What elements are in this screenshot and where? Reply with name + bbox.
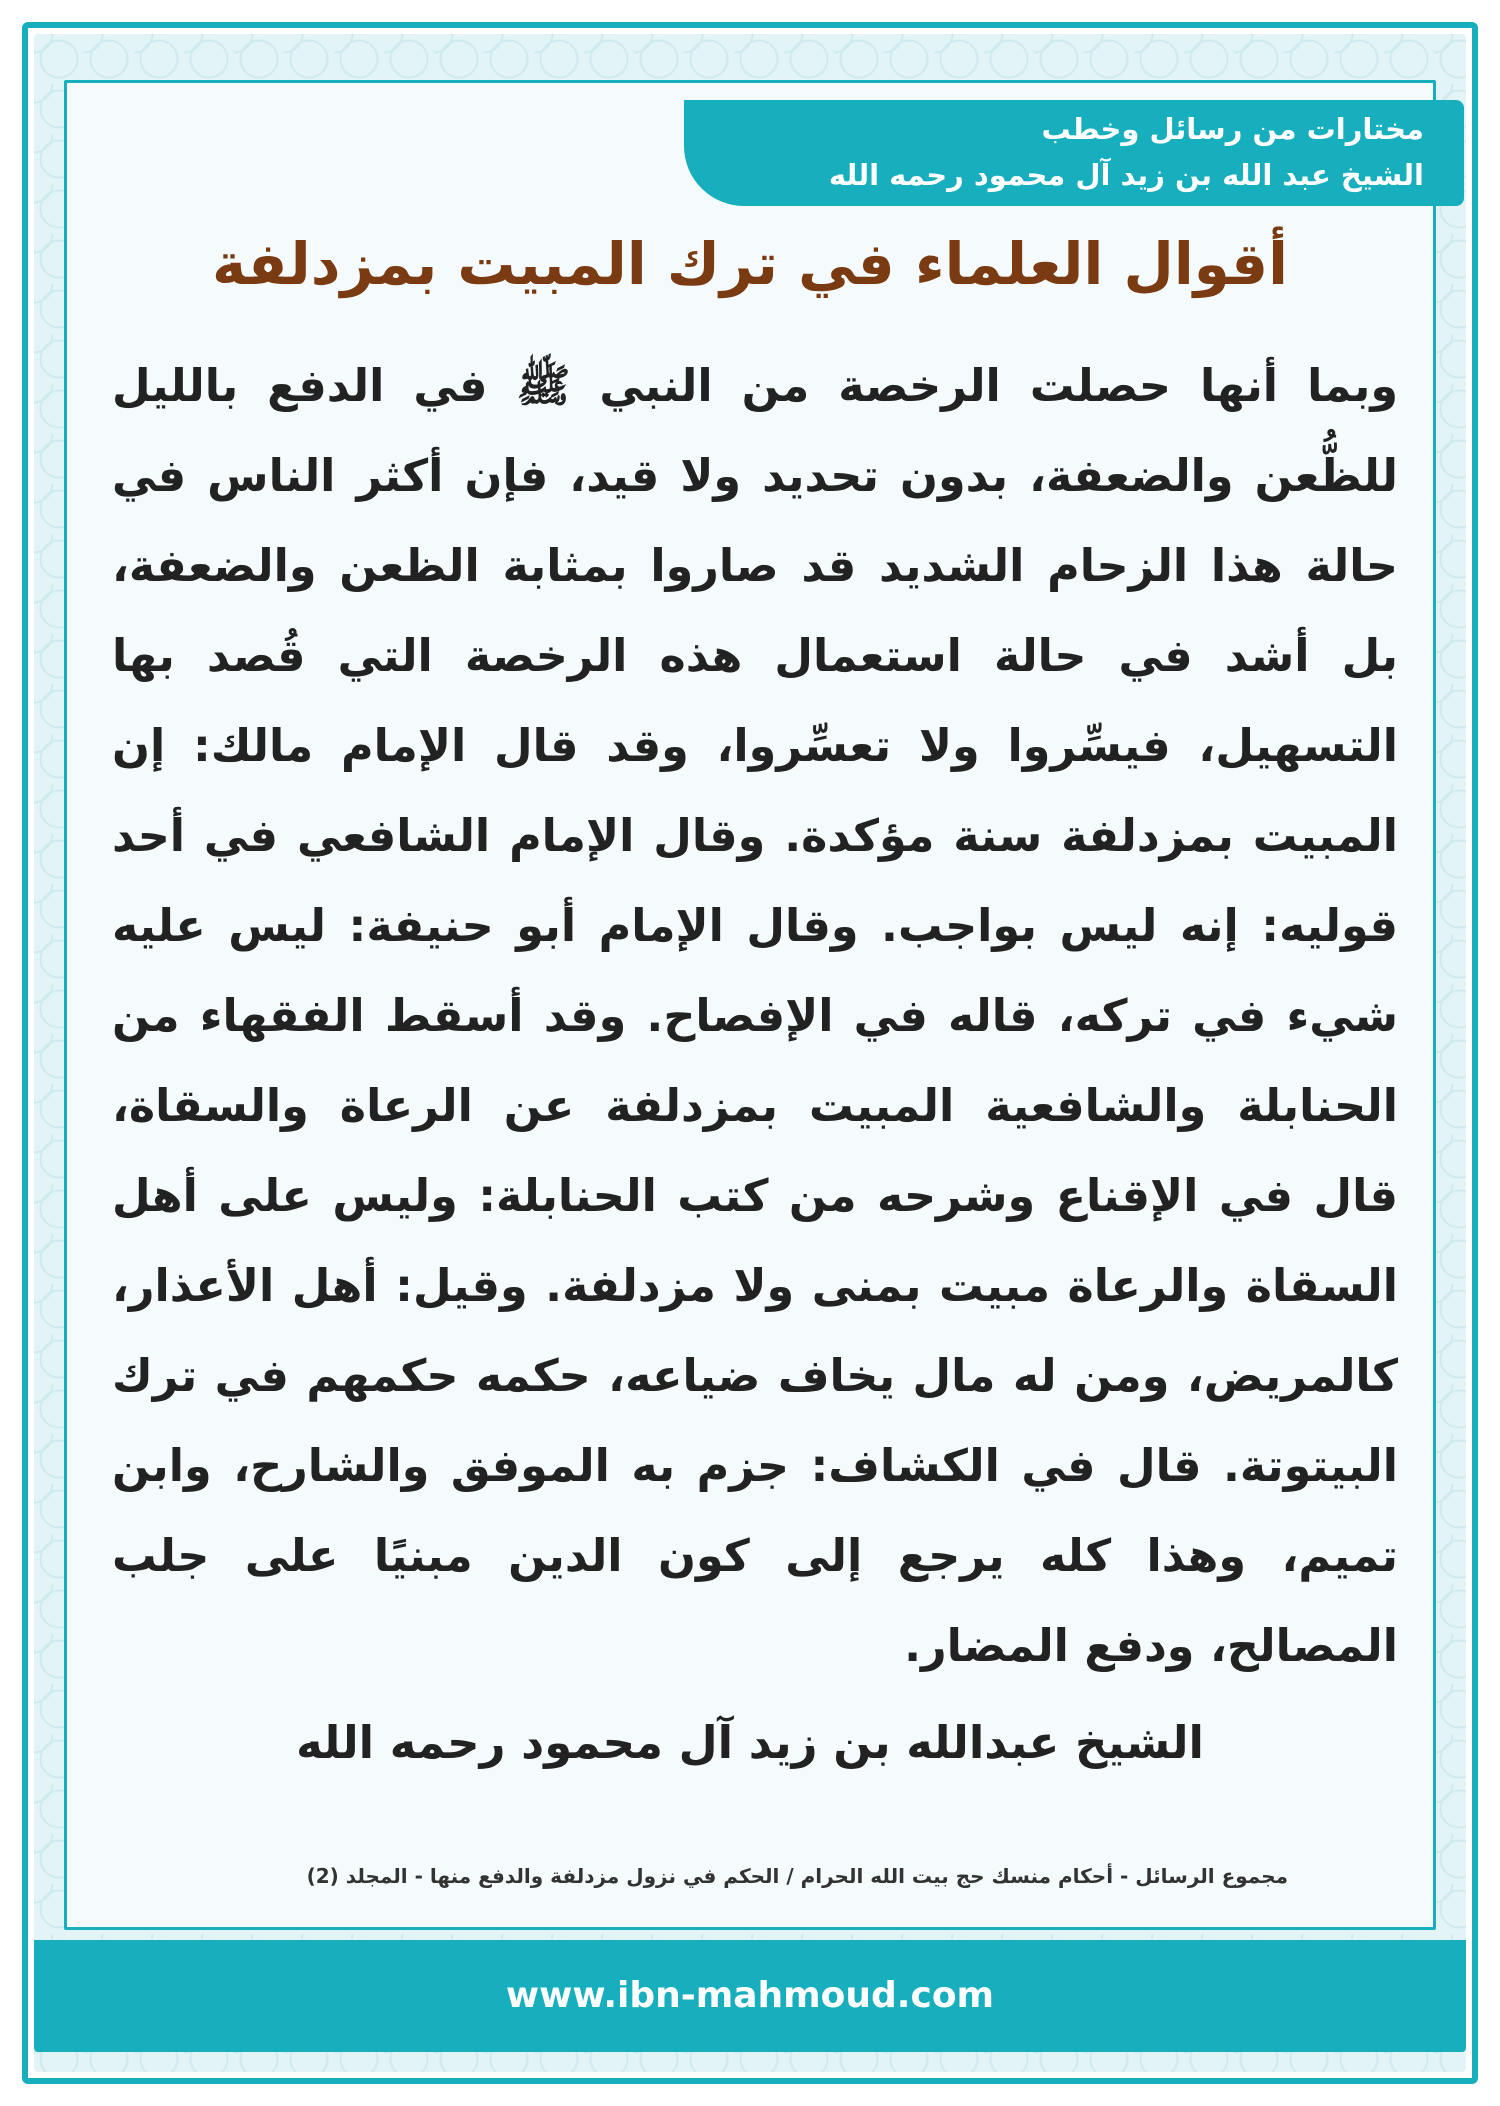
header-series-title: مختارات من رسائل وخطب bbox=[1041, 112, 1424, 146]
website-link[interactable]: www.ibn-mahmoud.com bbox=[505, 1975, 995, 2016]
source-citation: مجموع الرسائل - أحكام منسك حج بيت الله الحرام / الحكم في نزول مزدلفة والدفع منها - المجلد (2) bbox=[306, 1864, 1288, 1888]
article-body: وبما أنها حصلت الرخصة من النبي ﷺ في الدفع بالليل للظُّعن والضعفة، بدون تحديد ولا قيد، فإن أكثر الناس في حالة هذا الزحام الشديد قد صاروا بمثابة الظعن والضعفة، بل أشد في حالة استعمال هذه الرخصة التي قُصد بها التسهيل، فيسِّروا ولا تعسِّروا، وقد قال الإمام مالك: إن المبيت بمزدلفة سنة مؤكدة. وقال الإمام الشافعي في أحد قوليه: إنه ليس بواجب. وقال الإمام أبو حنيفة: ليس عليه شيء في تركه، قاله في الإفصاح. وقد أسقط الفقهاء من الحنابلة والشافعية المبيت بمزدلفة عن الرعاة والسقاة، قال في الإقناع وشرحه من كتب الحنابلة: وليس على أهل السقاة والرعاة مبيت بمنى ولا مزدلفة. وقيل: أهل الأعذار، كالمريض، ومن له مال يخاف ضياعه، حكمه حكمهم في ترك البيتوتة. قال في الكشاف: جزم به الموفق والشارح، وابن تميم، وهذا كله يرجع إلى كون الدين مبنيًا على جلب المصالح، ودفع المضار. bbox=[112, 361, 1398, 1672]
header-banner bbox=[684, 100, 1464, 206]
header-author-name: الشيخ عبد الله بن زيد آل محمود رحمه الله bbox=[828, 158, 1424, 192]
author-signature: الشيخ عبدالله بن زيد آل محمود رحمه الله bbox=[296, 1716, 1204, 1769]
article-title: أقوال العلماء في ترك المبيت بمزدلفة bbox=[212, 230, 1288, 298]
